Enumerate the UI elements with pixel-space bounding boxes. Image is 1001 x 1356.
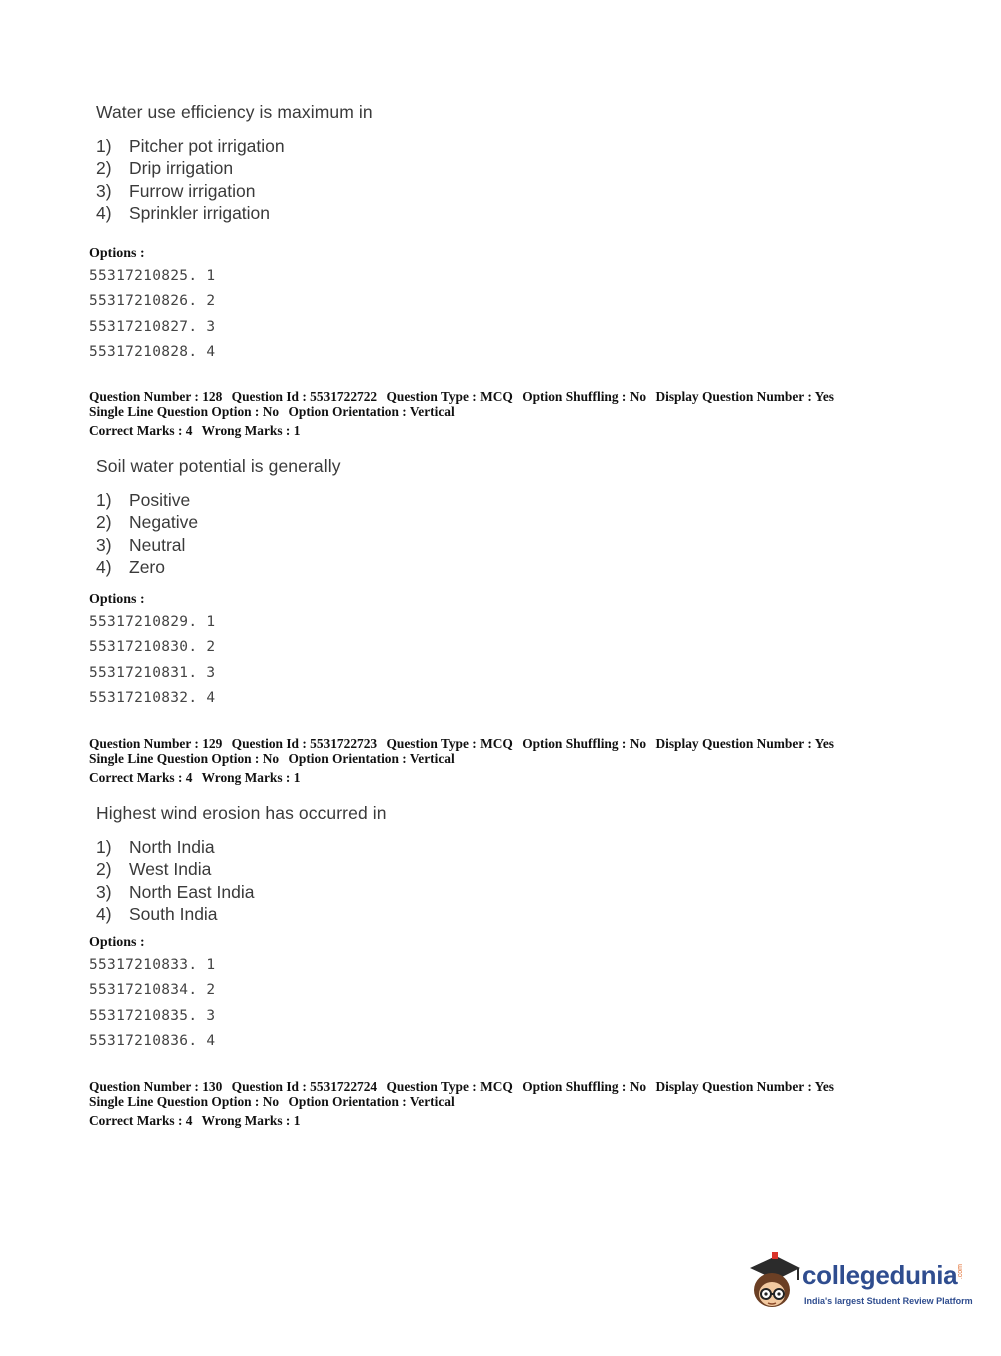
choice-number: 4) bbox=[96, 202, 112, 223]
choice-number: 1) bbox=[96, 490, 112, 510]
meta-marks bbox=[89, 424, 840, 439]
meta-field: Single Line Question Option : No bbox=[89, 403, 280, 419]
options-block bbox=[89, 933, 215, 1054]
question-128 bbox=[96, 456, 341, 578]
meta-line-2 bbox=[89, 1095, 840, 1110]
choice-number: 4) bbox=[96, 903, 112, 924]
choice-number: 2) bbox=[96, 158, 112, 179]
choice-item bbox=[96, 135, 373, 157]
choice-number: 3) bbox=[96, 881, 112, 902]
options-title: Options : bbox=[89, 935, 145, 950]
choice-label: West India bbox=[129, 859, 212, 880]
meta-marks bbox=[89, 771, 840, 786]
choice-label: Neutral bbox=[129, 534, 186, 555]
student-mascot-icon bbox=[742, 1250, 804, 1312]
options-title: Options : bbox=[89, 246, 145, 261]
choice-label: Sprinkler irrigation bbox=[129, 202, 271, 223]
choice-list bbox=[96, 135, 373, 224]
choice-item bbox=[96, 903, 387, 925]
choice-item bbox=[96, 202, 373, 224]
choice-label: South India bbox=[129, 903, 218, 924]
meta-field: Single Line Question Option : No bbox=[89, 1093, 280, 1109]
question-127 bbox=[96, 102, 373, 224]
question-129 bbox=[96, 803, 387, 925]
options-title: Options : bbox=[89, 592, 145, 607]
meta-field: Display Question Number : Yes bbox=[655, 736, 835, 751]
meta-line-1 bbox=[89, 390, 840, 405]
question-text: Soil water potential is generally bbox=[96, 456, 341, 476]
question-text: Highest wind erosion has occurred in bbox=[96, 803, 387, 823]
meta-field: Question Number : 130 bbox=[89, 1079, 223, 1094]
choice-item bbox=[96, 836, 387, 858]
meta-field: Question Id : 5531722722 bbox=[231, 389, 378, 404]
meta-marks bbox=[89, 1114, 840, 1129]
choice-number: 1) bbox=[96, 136, 112, 156]
choice-label: Drip irrigation bbox=[129, 158, 234, 179]
meta-field: Question Type : MCQ bbox=[386, 389, 513, 404]
options-block bbox=[89, 244, 215, 365]
meta-field: Question Id : 5531722724 bbox=[231, 1079, 378, 1094]
meta-field: Question Type : MCQ bbox=[386, 1079, 513, 1094]
option-id: 55317210836. 4 bbox=[89, 1032, 216, 1049]
choice-label: Negative bbox=[129, 512, 199, 533]
correct-marks: Correct Marks : 4 bbox=[89, 770, 193, 786]
choice-number: 3) bbox=[96, 534, 112, 555]
option-id: 55317210828. 4 bbox=[89, 343, 216, 360]
meta-field: Option Shuffling : No bbox=[522, 389, 647, 404]
correct-marks: Correct Marks : 4 bbox=[89, 423, 193, 439]
choice-label: Furrow irrigation bbox=[129, 180, 256, 201]
option-id: 55317210831. 3 bbox=[89, 664, 216, 681]
option-id: 55317210835. 3 bbox=[89, 1007, 216, 1024]
options-block bbox=[89, 590, 215, 711]
choice-list bbox=[96, 836, 387, 925]
choice-item bbox=[96, 858, 387, 880]
choice-label: North India bbox=[129, 837, 215, 857]
meta-field: Option Orientation : Vertical bbox=[288, 750, 455, 766]
choice-label: Positive bbox=[129, 490, 191, 510]
meta-field: Question Number : 129 bbox=[89, 736, 223, 751]
meta-field: Question Number : 128 bbox=[89, 389, 223, 404]
meta-field: Display Question Number : Yes bbox=[655, 1079, 835, 1094]
meta-line-1 bbox=[89, 737, 840, 752]
meta-field: Question Type : MCQ bbox=[386, 736, 513, 751]
meta-field: Option Shuffling : No bbox=[522, 1079, 647, 1094]
logo-tagline: India's largest Student Review Platform bbox=[804, 1296, 973, 1306]
option-id: 55317210826. 2 bbox=[89, 293, 216, 310]
choice-label: Pitcher pot irrigation bbox=[129, 136, 285, 156]
choice-label: Zero bbox=[129, 556, 165, 577]
question-meta bbox=[89, 737, 840, 786]
collegedunia-logo bbox=[742, 1250, 972, 1320]
choice-number: 1) bbox=[96, 837, 112, 857]
meta-line-1 bbox=[89, 1080, 840, 1095]
meta-field: Question Id : 5531722723 bbox=[231, 736, 378, 751]
option-id: 55317210834. 2 bbox=[89, 982, 216, 999]
wrong-marks: Wrong Marks : 1 bbox=[201, 423, 301, 439]
question-text: Water use efficiency is maximum in bbox=[96, 102, 373, 122]
choice-item bbox=[96, 489, 341, 511]
option-id: 55317210833. 1 bbox=[89, 957, 216, 973]
meta-field: Single Line Question Option : No bbox=[89, 750, 280, 766]
wrong-marks: Wrong Marks : 1 bbox=[201, 1113, 301, 1129]
logo-wordmark: collegedunia bbox=[802, 1260, 958, 1290]
option-id: 55317210832. 4 bbox=[89, 689, 216, 706]
question-meta bbox=[89, 390, 840, 439]
question-meta bbox=[89, 1080, 840, 1129]
choice-item bbox=[96, 534, 341, 556]
correct-marks: Correct Marks : 4 bbox=[89, 1113, 193, 1129]
meta-line-2 bbox=[89, 405, 840, 420]
meta-line-2 bbox=[89, 752, 840, 767]
choice-item bbox=[96, 556, 341, 578]
choice-item bbox=[96, 157, 373, 179]
choice-number: 2) bbox=[96, 512, 112, 533]
option-id: 55317210825. 1 bbox=[89, 268, 216, 284]
choice-item bbox=[96, 511, 341, 533]
meta-field: Option Orientation : Vertical bbox=[288, 403, 455, 419]
choice-list bbox=[96, 489, 341, 578]
choice-item bbox=[96, 881, 387, 903]
choice-number: 3) bbox=[96, 180, 112, 201]
choice-number: 2) bbox=[96, 859, 112, 880]
meta-field: Option Orientation : Vertical bbox=[288, 1093, 455, 1109]
option-id: 55317210830. 2 bbox=[89, 639, 216, 656]
choice-item bbox=[96, 180, 373, 202]
meta-field: Option Shuffling : No bbox=[522, 736, 647, 751]
wrong-marks: Wrong Marks : 1 bbox=[201, 770, 301, 786]
meta-field: Display Question Number : Yes bbox=[655, 389, 835, 404]
choice-number: 4) bbox=[96, 556, 112, 577]
option-id: 55317210829. 1 bbox=[89, 614, 216, 630]
option-id: 55317210827. 3 bbox=[89, 318, 216, 335]
logo-suffix: .com bbox=[957, 1264, 964, 1280]
choice-label: North East India bbox=[129, 881, 255, 902]
